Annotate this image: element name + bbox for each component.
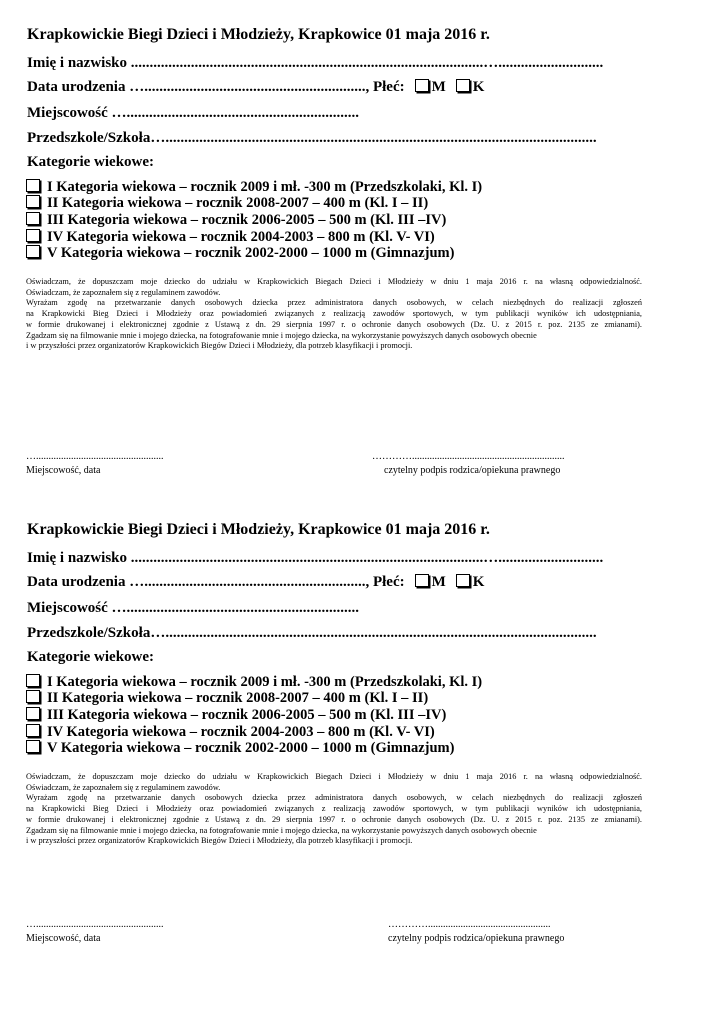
- sex-k-label: K: [472, 574, 485, 590]
- category-checkbox[interactable]: [26, 724, 40, 737]
- place-date-dots[interactable]: …...................................................: [26, 451, 164, 462]
- consent-line: na Krapkowicki Bieg Dzieci i Młodzieży oraz powiadomień związanych z realizacją zawodów sportowych, w tym publikacji wyników ich udostępniania,: [26, 804, 642, 814]
- category-label: I Kategoria wiekowa – rocznik 2009 i mł. -300 m (Przedszkolaki, Kl. I): [47, 674, 483, 690]
- category-checkbox[interactable]: [26, 212, 40, 225]
- category-option[interactable]: [26, 740, 454, 757]
- signature-label: czytelny podpis rodzica/opiekuna prawnego: [384, 465, 561, 476]
- filming-consent-line: i w przyszłości przez organizatorów Krapkowickich Biegów Dzieci i Młodzieży, dla potrzeb klasyfikacji i promocji.: [26, 341, 413, 351]
- consent-line: na Krapkowicki Bieg Dzieci i Młodzieży oraz powiadomień związanych z realizacją zawodów sportowych, w tym publikacji wyników ich udostępniania,: [26, 309, 642, 319]
- category-checkbox[interactable]: [26, 195, 40, 208]
- sex-m-checkbox[interactable]: [415, 79, 429, 92]
- school-field[interactable]: Przedszkole/Szkoła…...................................................................................................................: [27, 130, 597, 146]
- signature-dots[interactable]: ………….............................................................: [372, 451, 565, 462]
- statement-rules: Oświadczam, że zapoznałem się z regulaminem zawodów.: [26, 782, 221, 792]
- category-label: III Kategoria wiekowa – rocznik 2006-2005 – 500 m (Kl. III –IV): [47, 212, 447, 228]
- form-title: Krapkowickie Biegi Dzieci i Młodzieży, Krapkowice 01 maja 2016 r.: [27, 521, 490, 538]
- category-option[interactable]: [26, 674, 482, 691]
- category-checkbox[interactable]: [26, 690, 40, 703]
- category-option[interactable]: [26, 229, 435, 246]
- form-title: Krapkowickie Biegi Dzieci i Młodzieży, Krapkowice 01 maja 2016 r.: [27, 26, 490, 43]
- category-label: V Kategoria wiekowa – rocznik 2002-2000 – 1000 m (Gimnazjum): [47, 740, 455, 756]
- category-label: V Kategoria wiekowa – rocznik 2002-2000 – 1000 m (Gimnazjum): [47, 245, 455, 261]
- categories-heading: Kategorie wiekowe:: [27, 154, 155, 170]
- category-checkbox[interactable]: [26, 179, 40, 192]
- place-date-label: Miejscowość, data: [26, 933, 101, 944]
- sex-m-label: M: [431, 79, 446, 95]
- name-field[interactable]: Imię i nazwisko ..............................................................................................…............................: [27, 55, 604, 71]
- consent-line: w formie drukowanej i elektronicznej zgodnie z Ustawą z dn. 29 sierpnia 1997 r. o ochronie danych osobowych (Dz. U. z 2015 r. poz. 2135 ze zmianami).: [26, 814, 642, 824]
- category-option[interactable]: [26, 724, 435, 741]
- category-checkbox[interactable]: [26, 707, 40, 720]
- sex-k-checkbox[interactable]: [456, 574, 470, 587]
- statement-rules: Oświadczam, że zapoznałem się z regulaminem zawodów.: [26, 287, 221, 297]
- consent-line: Wyrażam zgodę na przetwarzanie danych osobowych dziecka przez administratora danych osobowych, w celach niezbędnych do realizacji zgłoszeń: [26, 298, 642, 308]
- category-label: IV Kategoria wiekowa – rocznik 2004-2003 – 800 m (Kl. V- VI): [47, 229, 435, 245]
- city-field[interactable]: Miejscowość …..............................................................: [27, 600, 360, 616]
- category-label: I Kategoria wiekowa – rocznik 2009 i mł. -300 m (Przedszkolaki, Kl. I): [47, 179, 483, 195]
- signature-label: czytelny podpis rodzica/opiekuna prawnego: [388, 933, 565, 944]
- place-date-label: Miejscowość, data: [26, 465, 101, 476]
- category-option[interactable]: [26, 212, 446, 229]
- category-checkbox[interactable]: [26, 740, 40, 753]
- statement-participation: Oświadczam, że dopuszczam moje dziecko do udziału w Krapkowickich Biegach Dzieci i Młodzieży w dniu 1 maja 2016 r. na własną odpowiedzialność.: [26, 277, 642, 286]
- categories-heading: Kategorie wiekowe:: [27, 649, 155, 665]
- sex-m-checkbox[interactable]: [415, 574, 429, 587]
- birth-date-field[interactable]: Data urodzenia …..........................................................., Płeć:: [27, 79, 405, 95]
- birth-date-field[interactable]: Data urodzenia …..........................................................., Płeć:: [27, 574, 405, 590]
- signature-dots[interactable]: ………….................................................: [388, 919, 551, 930]
- filming-consent-line: Zgadzam się na filmowanie mnie i mojego dziecka, na fotografowanie mnie i mojego dziecka, na wykorzystanie powyższych danych osobowych obecnie: [26, 825, 537, 835]
- sex-m-label: M: [431, 574, 446, 590]
- filming-consent-line: i w przyszłości przez organizatorów Krapkowickich Biegów Dzieci i Młodzieży, dla potrzeb klasyfikacji i promocji.: [26, 836, 413, 846]
- sex-k-checkbox[interactable]: [456, 79, 470, 92]
- statement-block: [26, 772, 642, 847]
- filming-consent-line: Zgadzam się na filmowanie mnie i mojego dziecka, na fotografowanie mnie i mojego dziecka, na wykorzystanie powyższych danych osobowych obecnie: [26, 330, 537, 340]
- city-field[interactable]: Miejscowość …..............................................................: [27, 105, 360, 121]
- category-option[interactable]: [26, 195, 428, 212]
- sex-k-label: K: [472, 79, 485, 95]
- category-label: II Kategoria wiekowa – rocznik 2008-2007 – 400 m (Kl. I – II): [47, 195, 429, 211]
- category-option[interactable]: [26, 707, 446, 724]
- category-option[interactable]: [26, 179, 482, 196]
- category-label: III Kategoria wiekowa – rocznik 2006-2005 – 500 m (Kl. III –IV): [47, 707, 447, 723]
- birth-date-row: [27, 79, 484, 96]
- birth-date-row: [27, 574, 484, 591]
- category-checkbox[interactable]: [26, 229, 40, 242]
- category-label: II Kategoria wiekowa – rocznik 2008-2007 – 400 m (Kl. I – II): [47, 690, 429, 706]
- statement-block: [26, 277, 642, 352]
- category-option[interactable]: [26, 690, 428, 707]
- name-field[interactable]: Imię i nazwisko ..............................................................................................…............................: [27, 550, 604, 566]
- place-date-dots[interactable]: …...................................................: [26, 919, 164, 930]
- consent-line: Wyrażam zgodę na przetwarzanie danych osobowych dziecka przez administratora danych osobowych, w celach niezbędnych do realizacji zgłoszeń: [26, 793, 642, 803]
- category-option[interactable]: [26, 245, 454, 262]
- category-checkbox[interactable]: [26, 674, 40, 687]
- school-field[interactable]: Przedszkole/Szkoła…...................................................................................................................: [27, 625, 597, 641]
- consent-line: w formie drukowanej i elektronicznej zgodnie z Ustawą z dn. 29 sierpnia 1997 r. o ochronie danych osobowych (Dz. U. z 2015 r. poz. 2135 ze zmianami).: [26, 319, 642, 329]
- category-checkbox[interactable]: [26, 245, 40, 258]
- category-label: IV Kategoria wiekowa – rocznik 2004-2003 – 800 m (Kl. V- VI): [47, 724, 435, 740]
- statement-participation: Oświadczam, że dopuszczam moje dziecko do udziału w Krapkowickich Biegach Dzieci i Młodzieży w dniu 1 maja 2016 r. na własną odpowiedzialność.: [26, 772, 642, 781]
